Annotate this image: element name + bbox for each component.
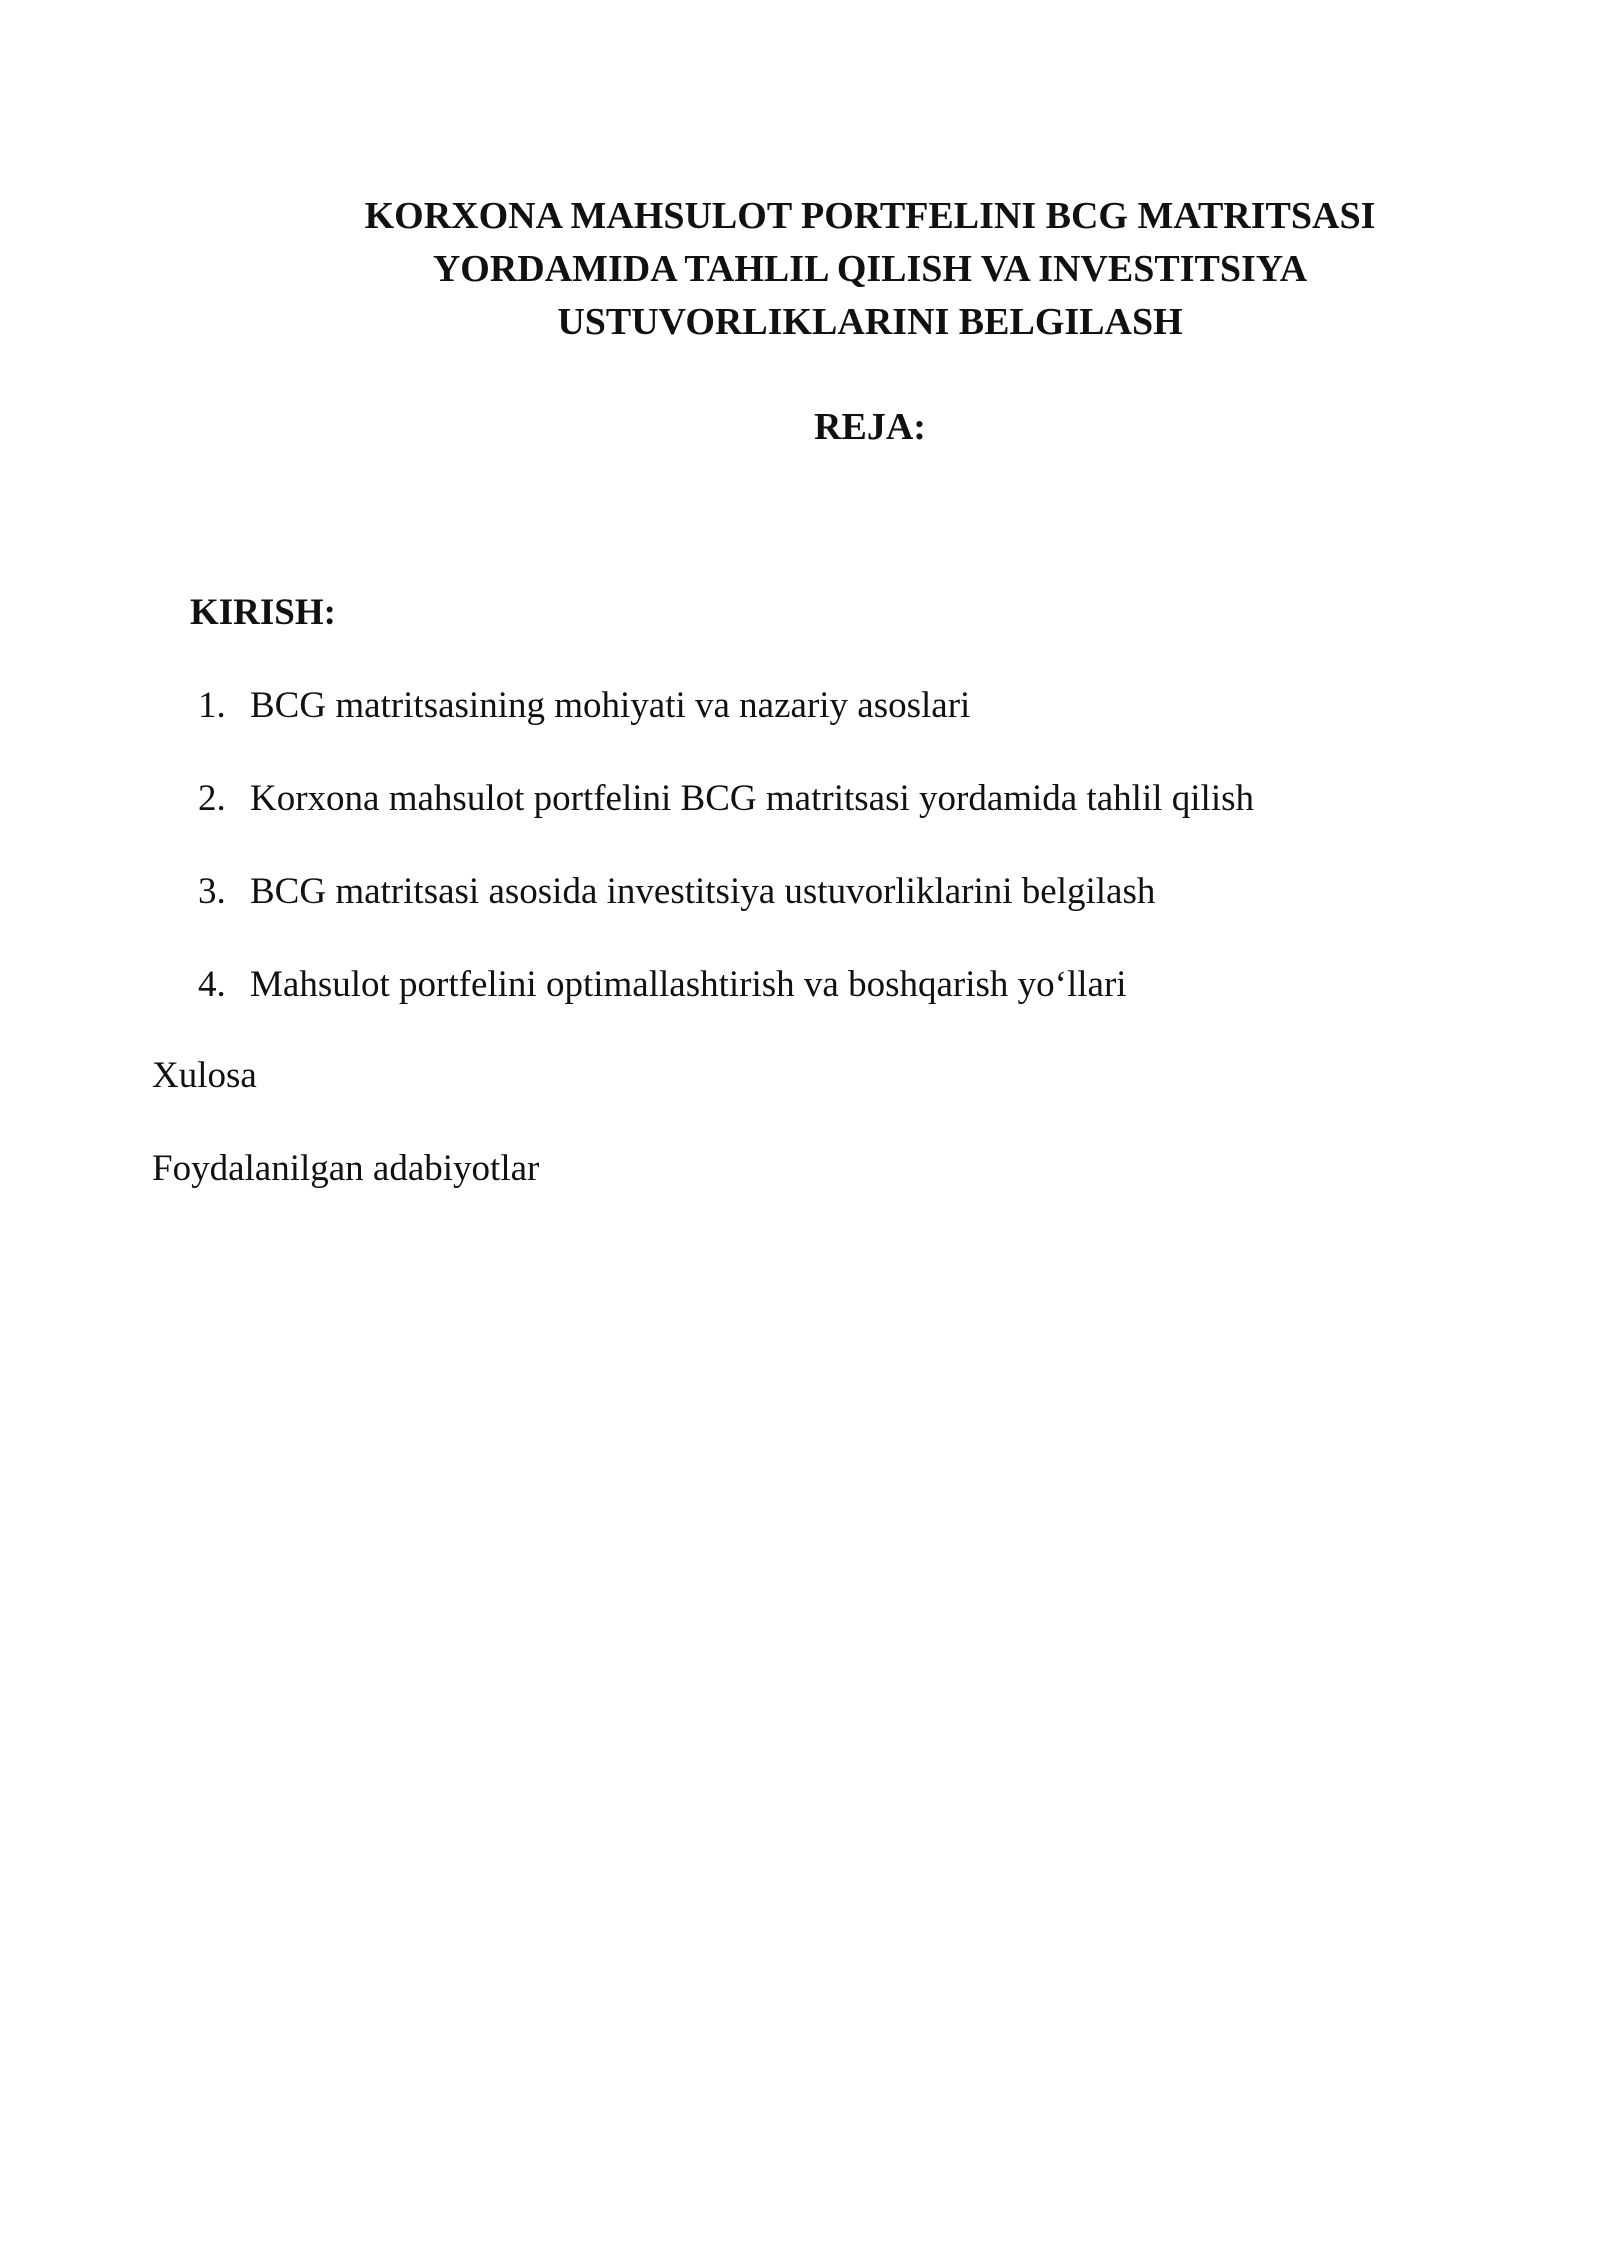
plan-item-number: 1. [198, 685, 226, 726]
title-line-3: USTUVORLIKLARINI BELGILASH [557, 301, 1183, 343]
document-title [300, 190, 1440, 349]
plan-item-1 [198, 683, 1254, 776]
title-line-1: KORXONA MAHSULOT PORTFELINI BCG MATRITSASI [364, 195, 1376, 237]
plan-item-text: BCG matritsasi asosida investitsiya ustuvorliklarini belgilash [250, 871, 1156, 912]
title-line-2: YORDAMIDA TAHLIL QILISH VA INVESTITSIYA [432, 248, 1308, 290]
plan-heading: REJA: [814, 406, 926, 448]
plan-item-2 [198, 776, 1254, 869]
plan-list [198, 683, 1254, 1055]
plan-item-text: Korxona mahsulot portfelini BCG matritsasi yordamida tahlil qilish [250, 778, 1255, 819]
plan-item-text: BCG matritsasining mohiyati va nazariy asoslari [250, 685, 971, 726]
plan-item-text: Mahsulot portfelini optimallashtirish va boshqarish yo‘llari [250, 964, 1127, 1005]
plan-item-4 [198, 962, 1254, 1055]
intro-heading: KIRISH: [190, 592, 336, 633]
plan-item-number: 2. [198, 778, 226, 819]
plan-item-number: 4. [198, 964, 226, 1005]
conclusion-section: Xulosa [152, 1055, 257, 1096]
plan-item-number: 3. [198, 871, 226, 912]
plan-item-3 [198, 869, 1254, 962]
references-section: Foydalanilgan adabiyotlar [152, 1148, 540, 1189]
